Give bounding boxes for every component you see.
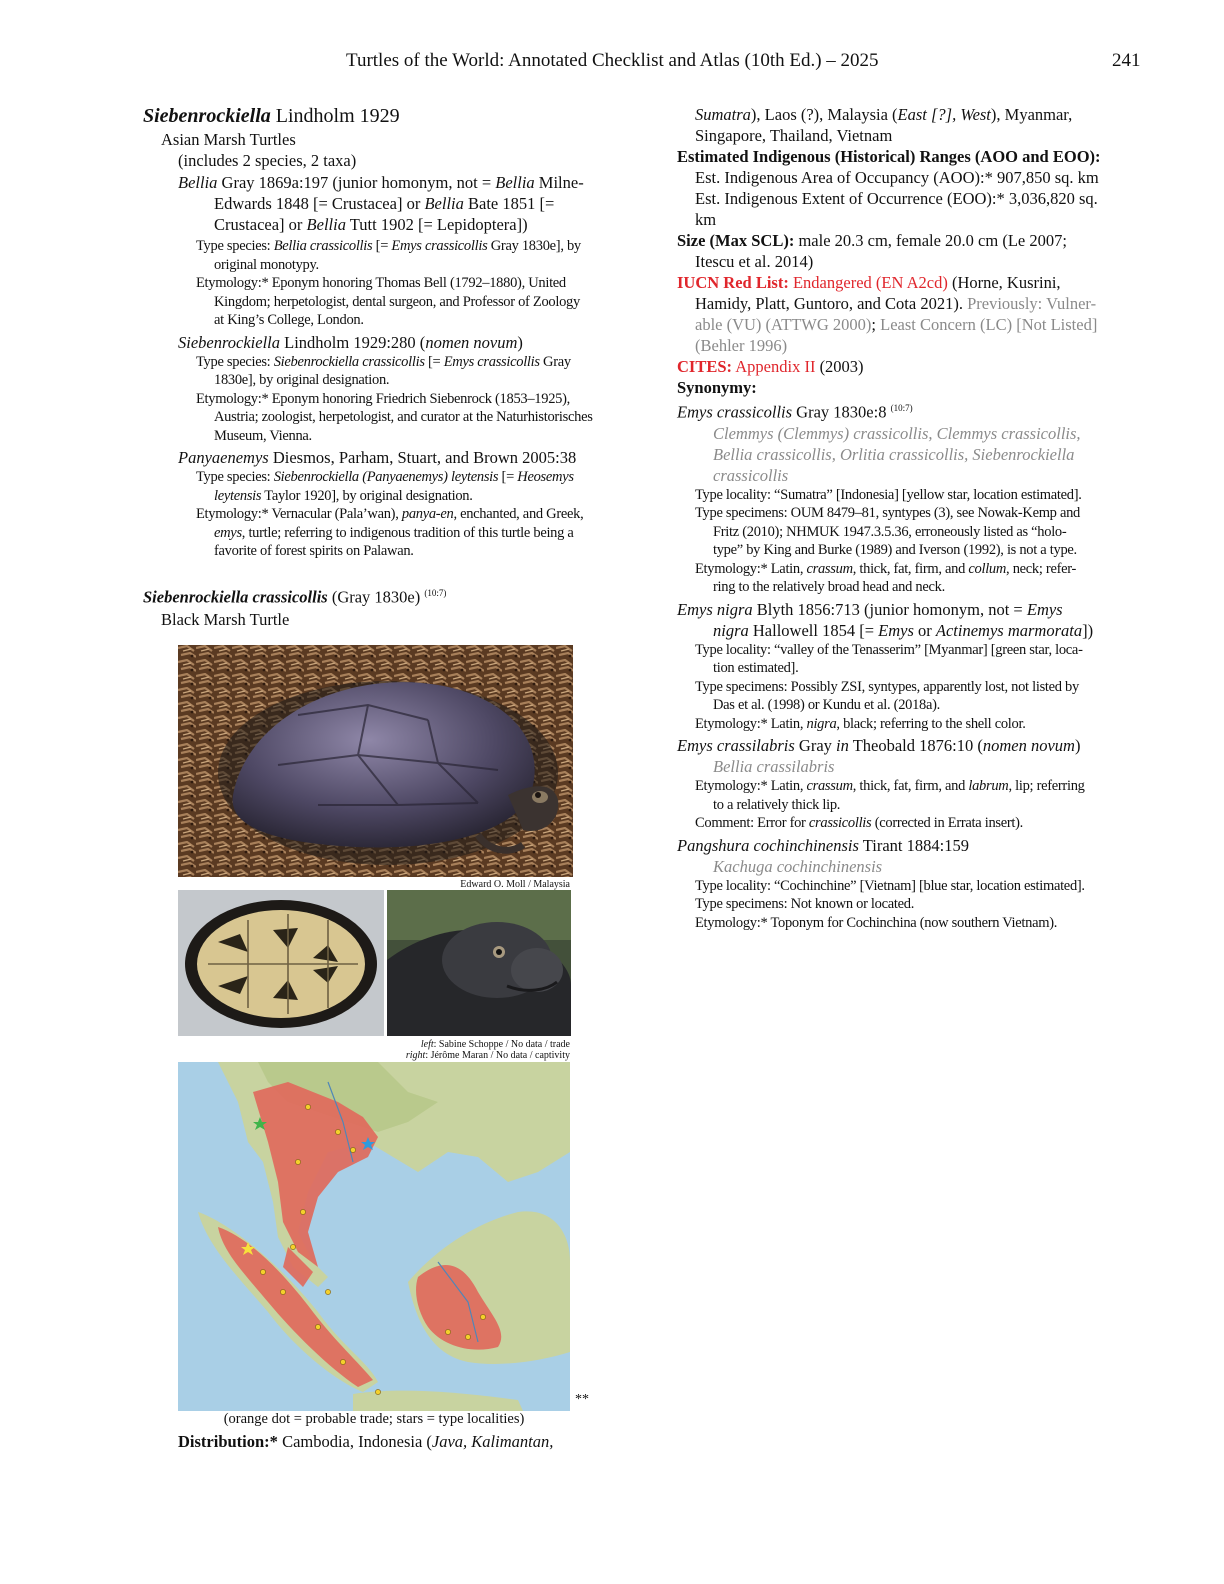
photo-credit-1: Edward O. Moll / Malaysia [460,879,570,890]
running-title: Turtles of the World: Annotated Checklist and Atlas (10th Ed.) – 2025 [346,50,879,71]
syn-emys-crassilabris: Emys crassilabris Gray in Theobald 1876:10 (nomen novum) [677,736,1081,755]
head-photo [387,890,571,1036]
bellia-type-species: Type species: Bellia crassicollis [= Emys crassicollis Gray 1830e], by original monotypy. [196,238,581,273]
turtle-photo-main [178,645,573,877]
species-common-name: Black Marsh Turtle [161,609,290,629]
genus-common-name: Asian Marsh Turtles [161,130,296,149]
sieb-etymology: Etymology:* Eponym honoring Friedrich Siebenrock (1853–1925), Austria; zoologist, herpetologist, and curator at the Naturhistorisches Museum, Vienna. [196,390,593,444]
photo-credit-2: left: Sabine Schoppe / No data / trade [420,1039,570,1050]
syn-emys-crassicollis: Emys crassicollis Gray 1830e:8 $^{(10:7)}$ [677,402,913,422]
head-photo-image [387,890,571,1036]
page-number: 241 [1112,50,1141,71]
emys-nigra-details: Type locality: “valley of the Tenasserim” [Myanmar] [green star, loca- tion estimated]. Type specimens: Possibly ZSI, syntypes, apparently lost, not listed by Das et al. (1998) or Kundu et al. (2018a). Etymology:* Latin, nigra, black; referring to the shell color. [695,641,1083,732]
iucn-block: IUCN Red List: Endangered (EN A2cd) (Horne, Kusrini, Hamidy, Platt, Guntoro, and Cota 2021). Previously: Vulner- able (VU) (ATTWG 2000); Least Concern (LC) [Not Listed] (Behler 1996) [677,273,1098,355]
distribution-line-1: Distribution:* Cambodia, Indonesia (Java, Kalimantan, [178,1432,554,1451]
syn-pangshura: Pangshura cochinchinensis Tirant 1884:159 [677,835,969,855]
emys-crassilabris-details: Etymology:* Latin, crassum, thick, fat, firm, and labrum, lip; referring to a relatively thick lip. Comment: Error for crassicollis (corrected in Errata insert). [695,778,1085,831]
distribution-continued: Sumatra), Laos (?), Malaysia (East [?], West), Myanmar, Singapore, Thailand, Vietnam [695,105,1073,145]
genus-includes: (includes 2 species, 2 taxa) [178,151,357,170]
bellia-etymology: Etymology:* Eponym honoring Thomas Bell (1792–1880), United Kingdom; herpetologist, dental surgeon, and Professor of Zoology at King’s College, London. [196,275,580,328]
distribution-map [178,1062,570,1411]
genus-section [143,104,623,561]
synonym-bellia: Bellia Gray 1869a:197 (junior homonym, not = Bellia Milne- Edwards 1848 [= Crustacea] or Bellia Bate 1851 [= Crustacea] or Bellia Tutt 1902 [= Lepidoptera]) [178,173,584,234]
bellia-crassilabris: Bellia crassilabris [713,757,835,776]
emys-crassicollis-details: Type locality: “Sumatra” [Indonesia] [yellow star, location estimated]. Type specimens: OUM 8479–81, syntypes (3), see Nowak-Kemp and Fritz (2010); NHMUK 1947.3.5.36, erroneously listed as “holo- type” by King and Burke (1989) and Iverson (1992), is not a type. Etymology:* Latin, crassum, thick, fat, firm, and collum, neck; refer- ring to the relatively broad head and neck. [695,486,1082,595]
species-heading: Siebenrockiella crassicollis (Gray 1830e) $^{(10:7)}$ [143,587,447,607]
plastron-photo [178,890,384,1036]
turtle-photo-main-image [178,645,573,877]
pany-type-species: Type species: Siebenrockiella (Panyaenemys) leytensis [= Heosemys leytensis Taylor 1920], by original designation. [196,469,574,504]
species-section [143,584,623,629]
right-column [677,104,1117,932]
sieb-type-species: Type species: Siebenrockiella crassicollis [= Emys crassicollis Gray 1830e], by original designation. [196,353,571,388]
map-mark: ** [575,1392,589,1407]
map-caption: (orange dot = probable trade; stars = type localities) [223,1411,525,1427]
synonym-siebenrockiella: Siebenrockiella Lindholm 1929:280 (nomen novum) [178,332,523,352]
distribution-map-image [178,1062,570,1411]
cites-block: CITES: Appendix II (2003) [677,357,864,376]
kachuga-cochinchinensis: Kachuga cochinchinensis [713,856,883,876]
genus-heading: Siebenrockiella Lindholm 1929 [143,105,400,127]
size-block: Size (Max SCL): male 20.3 cm, female 20.0 cm (Le 2007; Itescu et al. 2014) [677,231,1067,271]
pany-etymology: Etymology:* Vernacular (Pala’wan), panya-en, enchanted, and Greek, emys, turtle; referring to indigenous tradition of this turtle being a favorite of forest spirits on Palawan. [196,506,584,559]
syn-emys-nigra: Emys nigra Blyth 1856:713 (junior homonym, not = Emys nigra Hallowell 1854 [= Emys or Actinemys marmorata]) [677,599,1094,640]
synonym-panyaenemys: Panyaenemys Diesmos, Parham, Stuart, and Brown 2005:38 [178,448,577,467]
photo-credit-3: right: Jérôme Maran / No data / captivity [405,1050,570,1061]
emys-crassicollis-combinations: Clemmys (Clemmys) crassicollis, Clemmys crassicollis, Bellia crassicollis, Orlitia crassicollis, Siebenrockiella crassicollis [713,423,1081,485]
ranges-block: Estimated Indigenous (Historical) Ranges (AOO and EOO): Est. Indigenous Area of Occupancy (AOO):* 907,850 sq. km Est. Indigenous Extent of Occurrence (EOO):* 3,036,820 sq. km [677,147,1101,229]
plastron-photo-image [178,890,384,1036]
synonymy-label: Synonymy: [677,378,757,397]
pangshura-details: Type locality: “Cochinchine” [Vietnam] [blue star, location estimated]. Type specimens: Not known or located. Etymology:* Toponym for Cochinchina (now southern Vietnam). [695,877,1085,931]
